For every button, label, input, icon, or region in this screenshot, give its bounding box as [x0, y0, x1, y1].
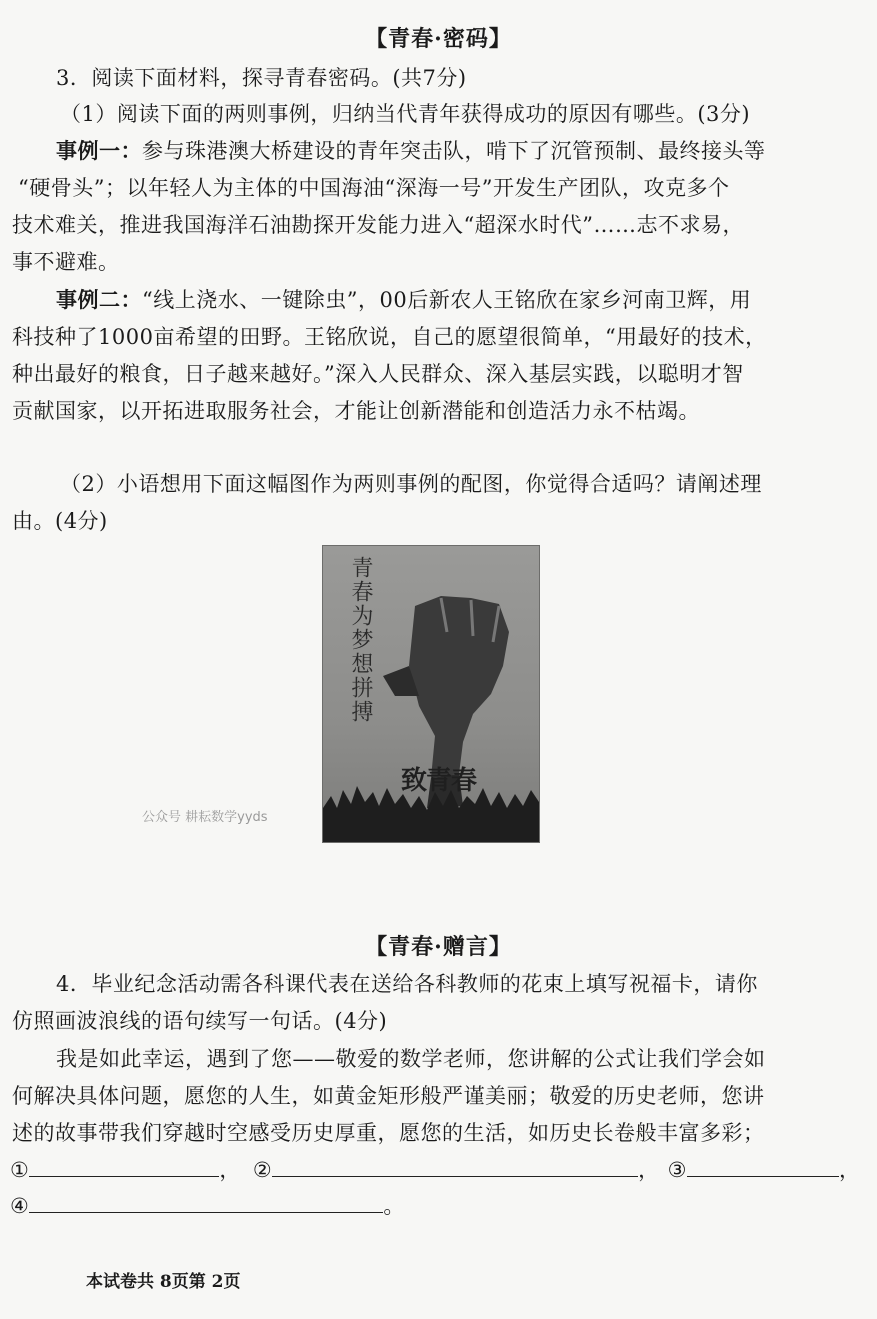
q3-sub1: （1）阅读下面的两则事例，归纳当代青年获得成功的原因有哪些。(3分) — [60, 102, 751, 126]
answer-line-1 — [10, 1154, 860, 1184]
case1-line-3: 技术难关，推进我国海洋石油勘探开发能力进入“超深水时代”……志不求易， — [12, 213, 744, 237]
case1-line-1 — [56, 135, 766, 165]
q3-stem: 3．阅读下面材料，探寻青春密码。(共7分) — [56, 66, 467, 90]
page-footer: 本试卷共 8页第 2页 — [86, 1272, 241, 1292]
case1-text-1: 参与珠港澳大桥建设的青年突击队，啃下了沉管预制、最终接头等 — [142, 139, 766, 163]
blank-label-2: ② — [252, 1158, 273, 1182]
case2-line-4: 贡献国家，以开拓进取服务社会，才能让创新潜能和创造活力永不枯竭。 — [12, 399, 700, 423]
blank-label-3: ③ — [667, 1158, 687, 1182]
section-title-gift: 【青春·赠言】 — [365, 934, 512, 960]
answer-blank-1[interactable] — [29, 1156, 219, 1177]
case1-label: 事例一： — [56, 138, 142, 163]
comma-2: ， — [638, 1158, 660, 1182]
poster-vertical-text: 青春为梦想拼搏 — [348, 556, 373, 724]
blank-label-4: ④ — [10, 1194, 30, 1218]
poster-image — [322, 545, 540, 843]
case2-text-1: “线上浇水、一键除虫”，00后新农人王铭欣在家乡河南卫辉，用 — [142, 288, 752, 312]
section-title-code: 【青春·密码】 — [365, 26, 512, 52]
comma-1: ， — [219, 1158, 241, 1182]
q4-body-line-2: 何解决具体问题，愿您的人生，如黄金矩形般严谨美丽；敬爱的历史老师，您讲 — [12, 1084, 765, 1108]
poster-banner: 致青春 — [401, 766, 477, 796]
q3-sub2-line-2: 由。(4分) — [12, 509, 108, 533]
q4-stem-line-2: 仿照画波浪线的语句续写一句话。(4分) — [12, 1009, 388, 1033]
case1-line-2: “硬骨头”；以年轻人为主体的中国海油“深海一号”开发生产团队，攻克多个 — [18, 176, 730, 200]
case2-label: 事例二： — [56, 287, 142, 312]
answer-blank-2[interactable] — [272, 1156, 638, 1177]
period: 。 — [383, 1194, 405, 1218]
watermark-text: 公众号 耕耘数学yyds — [142, 810, 268, 825]
comma-3: ， — [838, 1158, 861, 1182]
case2-line-3: 种出最好的粮食，日子越来越好。”深入人民群众、深入基层实践，以聪明才智 — [12, 362, 744, 386]
answer-line-2 — [10, 1190, 405, 1220]
case2-line-2: 科技种了1000亩希望的田野。王铭欣说，自己的愿望很简单，“用最好的技术， — [12, 325, 767, 349]
answer-blank-4[interactable] — [29, 1192, 383, 1213]
q4-stem-line-1: 4．毕业纪念活动需各科课代表在送给各科教师的花束上填写祝福卡，请你 — [56, 972, 758, 996]
answer-blank-3[interactable] — [687, 1156, 839, 1177]
case1-line-4: 事不避难。 — [12, 250, 120, 274]
q4-body-line-1: 我是如此幸运，遇到了您——敬爱的数学老师，您讲解的公式让我们学会如 — [56, 1047, 766, 1071]
blank-label-1: ① — [10, 1158, 30, 1182]
q4-body-line-3: 述的故事带我们穿越时空感受历史厚重，愿您的生活，如历史长卷般丰富多彩； — [12, 1121, 765, 1145]
q3-sub2-line-1: （2）小语想用下面这幅图作为两则事例的配图，你觉得合适吗？请阐述理 — [60, 472, 762, 496]
case2-line-1 — [56, 284, 751, 314]
